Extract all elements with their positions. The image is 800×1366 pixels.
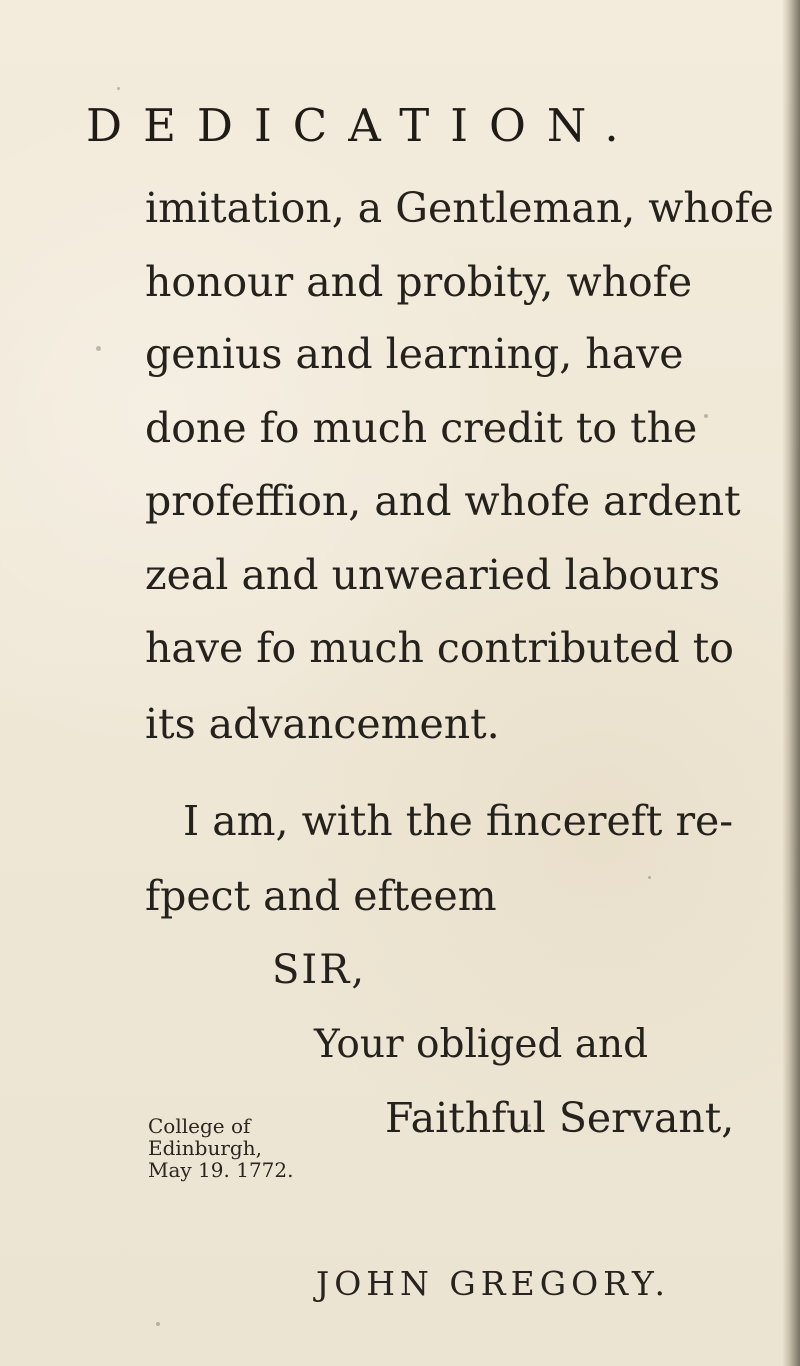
salutation: SIR, [272,947,367,993]
paper-speck [528,1124,531,1127]
closing-line: I am, with the fincereft re- [183,797,734,845]
page-title: DEDICATION. [86,99,640,152]
complimentary-line: Faithful Servant, [385,1094,735,1142]
text-line: genius and learning, have [145,330,684,378]
text-line: its advancement. [145,700,500,748]
text-line: profeffion, and whofe ardent [145,477,741,525]
paper-speck [117,87,120,90]
complimentary-line: Your obliged and [314,1022,649,1067]
text-line: done fo much credit to the [145,404,698,452]
location-date [148,1115,293,1181]
paper-speck [96,346,101,351]
page-edge-shadow [782,0,800,1366]
paper-speck [156,1322,160,1326]
location-line: Edinburgh, [148,1136,262,1160]
signature: JOHN GREGORY. [316,1264,670,1303]
location-line: May 19. 1772. [148,1158,294,1182]
text-line: imitation, a Gentleman, whofe [145,184,774,232]
paper-speck [648,876,651,879]
text-line: have fo much contributed to [145,624,734,672]
text-line: zeal and unwearied labours [145,551,720,599]
text-line: honour and probity, whofe [145,258,693,306]
paper-speck [704,414,708,418]
location-line: College of [148,1114,251,1138]
closing-line: fpect and efteem [145,872,497,920]
